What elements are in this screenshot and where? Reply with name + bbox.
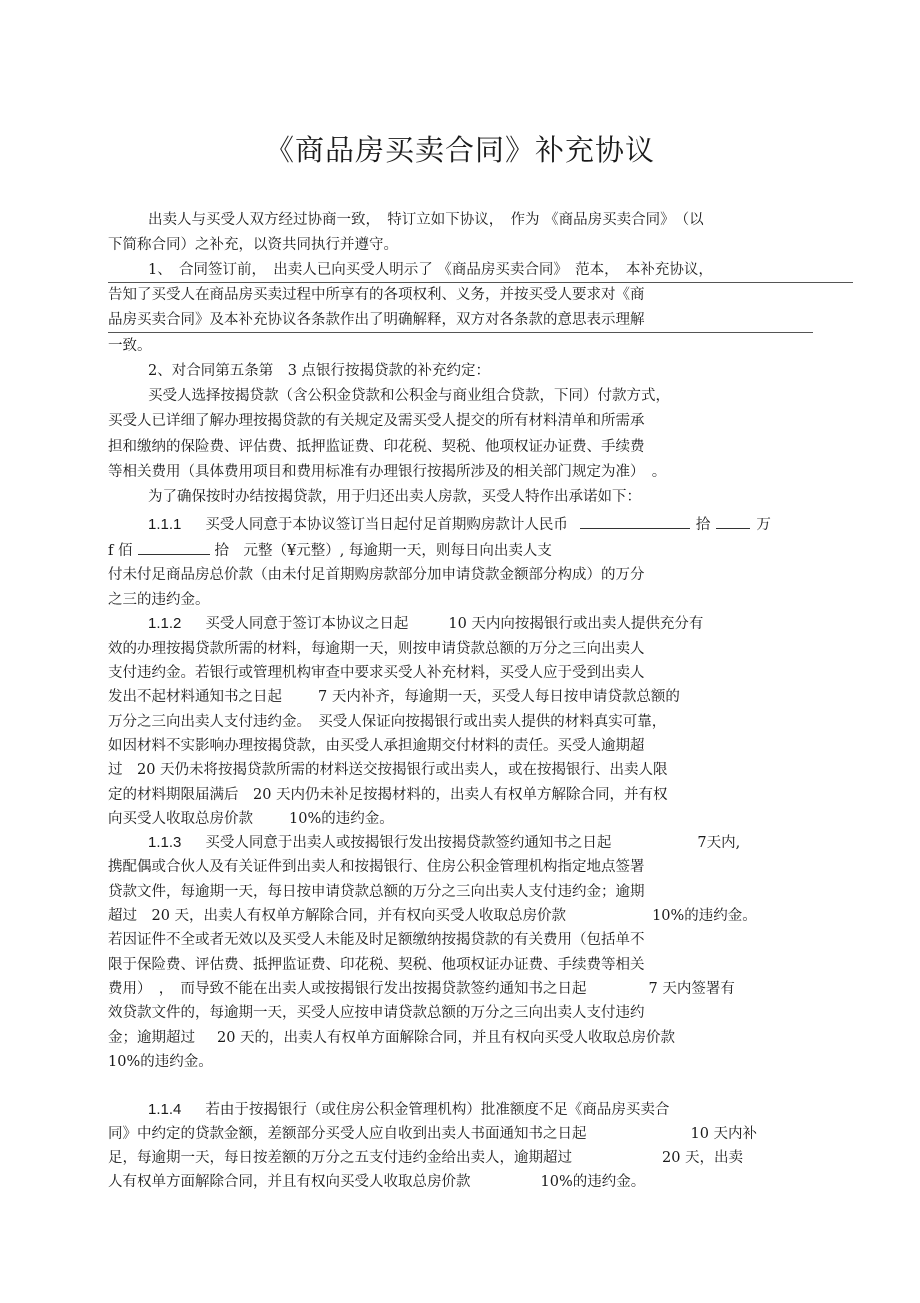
clause-113-line-9-a: 金；逾期超过	[108, 1030, 195, 1046]
clause-111-line-2-b: 拾 元整（¥元整）, 每逾期一天，则每日向出卖人支	[214, 543, 552, 559]
clause-113-line-10: 10%的违约金。	[108, 1054, 213, 1070]
clause-113-line-1	[108, 831, 853, 855]
clause-114-line-3-b: 20 天，出卖	[662, 1150, 744, 1166]
clause-111-wan: 万	[756, 517, 771, 533]
item2-p1-line-1: 买受人选择按揭贷款（含公积金贷款和公积金与商业组合贷款，下同）付款方式，	[148, 388, 670, 404]
clause-111-line-2	[108, 538, 813, 562]
clause-111-number: 1.1.1	[148, 516, 182, 533]
clause-114-line-4-b: 10%的违约金。	[540, 1174, 646, 1190]
clause-113-line-2: 携配偶或合伙人及有关证件到出卖人和按揭银行、住房公积金管理机构指定地点签署	[108, 859, 645, 875]
clause-114-number: 1.1.4	[148, 1101, 182, 1118]
clause-112-line-3: 支付违约金。若银行或管理机构审查中要求买受人补充材料，买受人应于受到出卖人	[108, 665, 645, 681]
clause-112-line-9	[108, 807, 813, 831]
amount-blank-3	[138, 538, 210, 555]
clause-113-line-9	[108, 1026, 813, 1050]
clause-114-line-3	[108, 1146, 813, 1170]
amount-blank-1	[580, 512, 690, 529]
amount-blank-2	[716, 512, 750, 529]
item1-line-1: 1、 合同签订前， 出卖人已向买受人明示了 《商品房买卖合同》 范本， 本补充协议，	[108, 258, 853, 283]
item2-heading: 2、对合同第五条第 3 点银行按揭贷款的补充约定：	[148, 363, 491, 379]
clause-114-line-3-a: 足，每逾期一天，每日按差额的万分之五支付违约金给出卖人，逾期超过	[108, 1150, 572, 1166]
clause-113-line-7-a: 费用） ， 而导致不能在出卖人或按揭银行发出按揭贷款签约通知书之日起	[108, 981, 587, 997]
item2-p1-line-3: 担和缴纳的保险费、评估费、抵押监证费、印花税、契税、他项权证办证费、手续费	[108, 439, 645, 455]
clause-112-line-1-b: 10 天内向按揭银行或出卖人提供充分有	[448, 616, 704, 632]
clause-113-line-4-a: 超过 20 天，出卖人有权单方解除合同，并有权向买受人收取总房价款	[108, 908, 567, 924]
item1-line-3: 品房买卖合同》及本补充协议各条款作出了明确解释，双方对各条款的意思表示理解	[108, 308, 813, 333]
clause-112-line-4-a: 发出不起材料通知书之日起	[108, 689, 282, 705]
clause-112-line-5: 万分之三向出卖人支付违约金。 买受人保证向按揭银行或出卖人提供的材料真实可靠，	[108, 714, 667, 730]
clause-113-line-7-b: 7 天内签署有	[648, 981, 735, 997]
clause-114-line-2-b: 10 天内补	[690, 1126, 758, 1142]
clause-111-line-3: 付未付足商品房总价款（由未付足首期购房款部分加申请贷款金额部分构成）的万分	[108, 567, 645, 583]
clause-112-line-2: 效的办理按揭贷款所需的材料，每逾期一天，则按申请贷款总额的万分之三向出卖人	[108, 641, 645, 657]
item2-p1-line-2: 买受人已详细了解办理按揭贷款的有关规定及需买受人提交的所有材料清单和所需承	[108, 413, 645, 429]
clause-112-line-6: 如因材料不实影响办理按揭贷款，由买受人承担逾期交付材料的责任。买受人逾期超	[108, 738, 645, 754]
clause-112-line-9-a: 向买受人收取总房价款	[108, 811, 253, 827]
clause-113-line-4-b: 10%的违约金。	[652, 908, 757, 924]
clause-113-line-4	[108, 904, 813, 928]
clause-113-line-8: 效贷款文件的，每逾期一天，买受人应按申请贷款总额的万分之三向出卖人支付违约	[108, 1005, 645, 1021]
clause-111-shi: 拾	[695, 517, 711, 533]
clause-111-text: 买受人同意于本协议签订当日起付足首期购房款计人民币	[205, 517, 568, 533]
clause-113-line-7	[108, 977, 813, 1001]
clause-112-line-4-b: 7 天内补齐，每逾期一天，买受人每日按申请贷款总额的	[318, 689, 680, 705]
clause-111-line-2-a: f 佰	[108, 543, 133, 559]
clause-112-line-1-a: 买受人同意于签订本协议之日起	[205, 616, 409, 632]
clause-112-line-4	[108, 685, 813, 709]
clause-113-number: 1.1.3	[148, 834, 182, 851]
clause-113-line-9-b: 20 天的，出卖人有权单方面解除合同，并且有权向买受人收取总房价款	[217, 1030, 676, 1046]
clause-112-line-8: 定的材料期限届满后 20 天内仍未补足按揭材料的，出卖人有权单方解除合同，并有权	[108, 787, 668, 803]
document-title: 《商品房买卖合同》补充协议	[264, 133, 655, 167]
intro-line-1: 出卖人与买受人双方经过协商一致， 特订立如下协议， 作为 《商品房买卖合同》 （以	[148, 212, 704, 228]
clause-114-line-1	[108, 1098, 853, 1122]
item1-line-2: 告知了买受人在商品房买卖过程中所享有的各项权利、义务，并按买受人要求对《商	[108, 287, 645, 303]
clause-112-line-7: 过 20 天仍未将按揭贷款所需的材料送交按揭银行或出卖人，或在按揭银行、出卖人限	[108, 762, 668, 778]
clause-113-line-1-a: 买受人同意于出卖人或按揭银行发出按揭贷款签约通知书之日起	[205, 835, 612, 851]
clause-113-line-5: 若因证件不全或者无效以及买受人未能及时足额缴纳按揭贷款的有关费用（包括单不	[108, 932, 645, 948]
clause-113-line-6: 限于保险费、评估费、抵押监证费、印花税、契税、他项权证办证费、手续费等相关	[108, 957, 645, 973]
clause-114-line-4-a: 人有权单方面解除合同，并且有权向买受人收取总房价款	[108, 1174, 471, 1190]
clause-114-line-2-a: 同》中约定的贷款金额，差额部分买受人应自收到出卖人书面通知书之日起	[108, 1126, 587, 1142]
clause-111-line-1	[108, 512, 853, 536]
item2-p1-line-4: 等相关费用（具体费用项目和费用标准有办理银行按揭所涉及的相关部门规定为准） 。	[108, 464, 667, 480]
clause-114-line-1-text: 若由于按揭银行（或住房公积金管理机构）批准额度不足《商品房买卖合	[205, 1102, 670, 1118]
item1-line-4: 一致。	[108, 338, 152, 354]
item2-p2: 为了确保按时办结按揭贷款，用于归还出卖人房款，买受人特作出承诺如下：	[148, 489, 641, 505]
clause-112-line-1	[108, 612, 853, 636]
clause-111-line-4: 之三的违约金。	[108, 592, 210, 608]
clause-112-number: 1.1.2	[148, 615, 182, 632]
clause-113-line-1-b: 7天内,	[697, 835, 741, 851]
intro-line-2: 下简称合同）之补充，以资共同执行并遵守。	[108, 237, 398, 253]
clause-112-line-9-b: 10%的违约金。	[289, 811, 394, 827]
clause-113-line-3: 贷款文件，每逾期一天，每日按申请贷款总额的万分之三向出卖人支付违约金；逾期	[108, 884, 645, 900]
clause-114-line-2	[108, 1122, 813, 1146]
clause-114-line-4	[108, 1170, 813, 1194]
